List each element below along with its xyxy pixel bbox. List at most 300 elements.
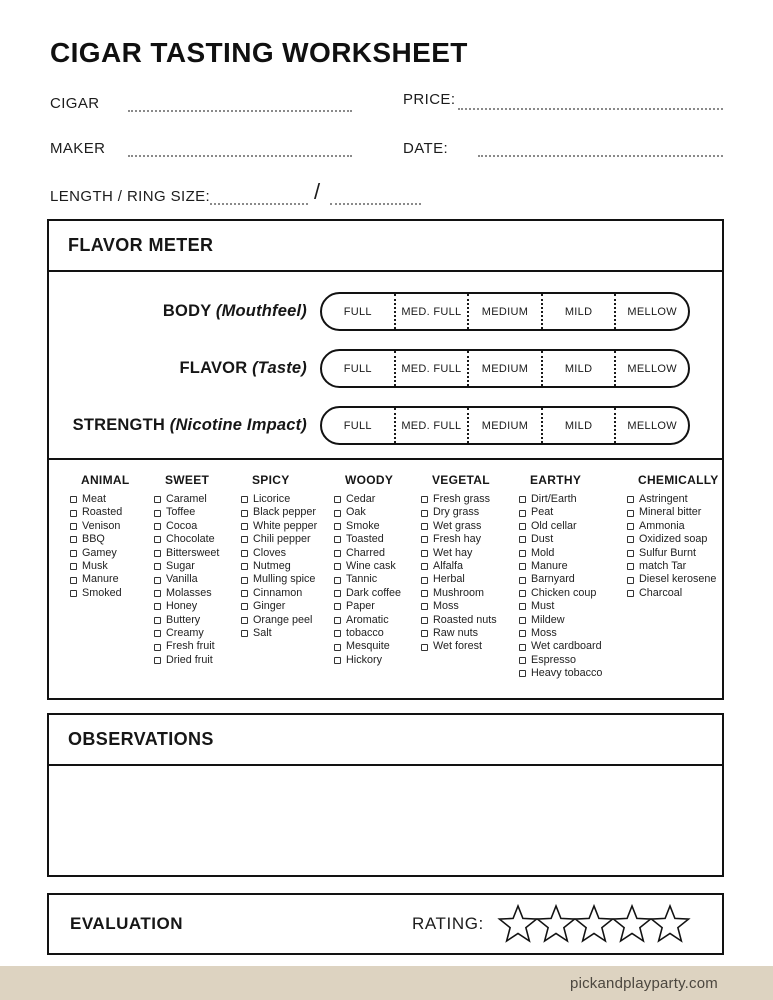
flavor-meter-section [47, 219, 724, 700]
evaluation-heading: EVALUATION [70, 914, 183, 933]
flavor-column-spicy [241, 473, 334, 681]
flavor-item-label: Oak [346, 506, 366, 519]
flavor-item-label: Venison [82, 519, 121, 532]
checkbox[interactable] [421, 603, 428, 610]
checkbox[interactable] [334, 496, 341, 503]
flavor-item-label: Mineral bitter [639, 506, 702, 519]
meter-row-label: FLAVOR (Taste) [179, 359, 307, 377]
checkbox[interactable] [241, 563, 248, 570]
flavor-item-label: Moss [433, 600, 459, 613]
checkbox[interactable] [421, 536, 428, 543]
flavor-check-item [70, 533, 154, 546]
checkbox[interactable] [627, 563, 634, 570]
flavor-check-item [154, 640, 241, 653]
rating-stars [497, 903, 687, 945]
checkbox[interactable] [421, 510, 428, 517]
flavor-item-label: Charred [346, 546, 386, 559]
checkbox[interactable] [421, 577, 428, 584]
flavor-item-label: Molasses [166, 586, 212, 599]
star-outline-icon[interactable] [497, 903, 539, 945]
flavor-item-label: Mold [531, 546, 555, 559]
scale-option-medium[interactable]: MEDIUM [467, 351, 541, 386]
flavor-item-label: Roasted nuts [433, 613, 497, 626]
checkbox[interactable] [70, 590, 77, 597]
flavor-categories [49, 460, 722, 681]
flavor-item-label: Oxidized soap [639, 533, 708, 546]
flavor-check-item [421, 493, 519, 506]
checkbox[interactable] [519, 603, 526, 610]
flavor-check-item [334, 573, 421, 586]
flavor-check-item [334, 560, 421, 573]
checkbox[interactable] [154, 657, 161, 664]
checkbox[interactable] [154, 603, 161, 610]
flavor-check-item [519, 493, 627, 506]
flavor-check-item [154, 520, 241, 533]
checkbox[interactable] [519, 510, 526, 517]
flavor-column-title: EARTHY [530, 473, 582, 487]
flavor-column-title: VEGETAL [432, 473, 490, 487]
checkbox[interactable] [241, 630, 248, 637]
flavor-check-item [154, 506, 241, 519]
scale-option-med-full[interactable]: MED. FULL [394, 294, 468, 329]
flavor-item-label: Fresh grass [433, 493, 490, 505]
checkbox[interactable] [519, 536, 526, 543]
flavor-check-item [421, 640, 519, 653]
checkbox[interactable] [70, 550, 77, 557]
checkbox[interactable] [519, 630, 526, 637]
flavor-column-sweet [154, 473, 241, 681]
checkbox[interactable] [241, 550, 248, 557]
flavor-item-label: Toasted [346, 533, 384, 546]
flavor-item-label: Buttery [166, 613, 201, 626]
flavor-item-label: Old cellar [531, 519, 577, 532]
flavor-item-label: Wet forest [433, 640, 483, 653]
star-outline-icon[interactable] [611, 903, 653, 945]
checkbox[interactable] [627, 510, 634, 517]
rating-label: RATING: [412, 914, 484, 933]
checkbox[interactable] [627, 536, 634, 543]
flavor-item-label: Wet cardboard [531, 640, 602, 653]
scale-option-mellow[interactable]: MELLOW [614, 294, 688, 329]
flavor-item-label: Charcoal [639, 586, 683, 599]
meter-row-flavor [49, 340, 722, 397]
flavor-item-label: Ginger [253, 600, 286, 613]
flavor-column-title: ANIMAL [81, 473, 130, 487]
scale-option-full[interactable]: FULL [343, 362, 372, 375]
checkbox[interactable] [70, 523, 77, 530]
flavor-meter-heading: FLAVOR METER [49, 221, 722, 272]
flavor-check-item [154, 560, 241, 573]
flavor-check-item [421, 573, 519, 586]
checkbox[interactable] [519, 550, 526, 557]
flavor-item-label: match Tar [639, 560, 687, 573]
flavor-check-item [627, 520, 719, 533]
flavor-item-label: BBQ [82, 533, 105, 546]
checkbox[interactable] [421, 630, 428, 637]
flavor-item-label: Chili pepper [253, 533, 311, 546]
checkbox[interactable] [241, 510, 248, 517]
checkbox[interactable] [627, 577, 634, 584]
checkbox[interactable] [154, 630, 161, 637]
flavor-item-label: Sugar [166, 560, 195, 573]
flavor-check-item [241, 493, 334, 506]
flavor-item-label: Ammonia [639, 519, 685, 532]
length-ring-label: LENGTH / RING SIZE: [50, 188, 211, 205]
flavor-check-item [334, 520, 421, 533]
flavor-check-item [334, 547, 421, 560]
flavor-item-label: Wet grass [433, 519, 482, 532]
price-input-line[interactable] [458, 92, 723, 110]
flavor-item-label: White pepper [253, 519, 318, 532]
meter-row-strength [49, 397, 722, 454]
flavor-check-item [334, 587, 421, 600]
cigar-label: CIGAR [50, 95, 100, 112]
meter-scale-pill [320, 292, 690, 331]
checkbox[interactable] [519, 577, 526, 584]
flavor-item-label: Vanilla [166, 573, 198, 586]
checkbox[interactable] [70, 510, 77, 517]
flavor-check-item [519, 600, 627, 613]
flavor-item-label: Chocolate [166, 533, 215, 546]
checkbox[interactable] [334, 603, 341, 610]
flavor-check-item [334, 506, 421, 519]
checkbox[interactable] [519, 590, 526, 597]
flavor-check-item [241, 627, 334, 640]
scale-option-mellow[interactable]: MELLOW [614, 408, 688, 443]
flavor-check-item [154, 654, 241, 667]
checkbox[interactable] [334, 550, 341, 557]
evaluation-section [47, 893, 724, 955]
checkbox[interactable] [334, 630, 341, 637]
flavor-column-vegetal [421, 473, 519, 681]
checkbox[interactable] [334, 563, 341, 570]
flavor-check-item [70, 560, 154, 573]
flavor-item-label: Alfalfa [433, 560, 464, 573]
flavor-item-label: Dust [531, 533, 554, 546]
flavor-item-label: Creamy [166, 627, 204, 640]
flavor-item-label: Tannic [346, 573, 378, 586]
length-ring-separator: / [314, 179, 321, 204]
flavor-item-label: Meat [82, 493, 107, 505]
flavor-item-label: Aromatic [346, 613, 389, 626]
checkbox[interactable] [241, 577, 248, 584]
flavor-check-item [421, 533, 519, 546]
checkbox[interactable] [154, 617, 161, 624]
flavor-column-earthy [519, 473, 627, 681]
flavor-item-label: Dried fruit [166, 653, 213, 666]
checkbox[interactable] [334, 536, 341, 543]
star-outline-icon[interactable] [535, 903, 577, 945]
price-label: PRICE: [403, 91, 456, 108]
checkbox[interactable] [154, 496, 161, 503]
flavor-item-label: Nutmeg [253, 560, 291, 573]
flavor-check-item [154, 533, 241, 546]
checkbox[interactable] [154, 550, 161, 557]
flavor-column-woody [334, 473, 421, 681]
flavor-check-item [421, 600, 519, 613]
checkbox[interactable] [70, 536, 77, 543]
flavor-check-item [70, 573, 154, 586]
flavor-check-item [627, 533, 719, 546]
checkbox[interactable] [70, 563, 77, 570]
flavor-item-label: Diesel kerosene [639, 573, 717, 586]
flavor-check-item [421, 520, 519, 533]
checkbox[interactable] [334, 617, 341, 624]
checkbox[interactable] [154, 644, 161, 651]
flavor-item-label: Mushroom [433, 586, 485, 599]
checkbox[interactable] [334, 657, 341, 664]
flavor-check-item [241, 560, 334, 573]
flavor-check-item [241, 520, 334, 533]
flavor-check-item [627, 506, 719, 519]
scale-option-full[interactable]: FULL [343, 419, 372, 432]
flavor-column-animal [70, 473, 154, 681]
flavor-check-item [519, 547, 627, 560]
checkbox[interactable] [627, 496, 634, 503]
checkbox[interactable] [241, 536, 248, 543]
flavor-item-label: Hickory [346, 653, 382, 666]
scale-option-med-full[interactable]: MED. FULL [394, 351, 468, 386]
star-outline-icon[interactable] [573, 903, 615, 945]
checkbox[interactable] [519, 670, 526, 677]
scale-option-mild[interactable]: MILD [541, 408, 615, 443]
flavor-check-item [627, 560, 719, 573]
flavor-check-item [519, 587, 627, 600]
flavor-check-item [154, 627, 241, 640]
flavor-check-item [519, 667, 627, 680]
checkbox[interactable] [421, 617, 428, 624]
scale-option-med-full[interactable]: MED. FULL [394, 408, 468, 443]
meter-row-label: BODY (Mouthfeel) [162, 302, 307, 320]
checkbox[interactable] [627, 550, 634, 557]
checkbox[interactable] [334, 523, 341, 530]
flavor-item-label: Mulling spice [253, 573, 316, 586]
flavor-item-label: Raw nuts [433, 627, 479, 640]
flavor-check-item [154, 587, 241, 600]
checkbox[interactable] [241, 603, 248, 610]
checkbox[interactable] [241, 523, 248, 530]
flavor-item-label: Manure [531, 560, 568, 573]
flavor-check-item [421, 547, 519, 560]
flavor-item-label: Peat [531, 506, 554, 519]
checkbox[interactable] [334, 510, 341, 517]
flavor-check-item [70, 547, 154, 560]
meter-rows [49, 272, 722, 460]
flavor-check-item [154, 600, 241, 613]
flavor-item-label: Moss [531, 627, 557, 640]
maker-label: MAKER [50, 140, 106, 157]
checkbox[interactable] [519, 657, 526, 664]
flavor-check-item [241, 547, 334, 560]
checkbox[interactable] [421, 550, 428, 557]
meter-row-label: STRENGTH (Nicotine Impact) [72, 416, 307, 434]
footer-site-text: pickandplayparty.com [570, 974, 718, 992]
flavor-check-item [334, 493, 421, 506]
flavor-check-item [519, 640, 627, 653]
flavor-item-label: Herbal [433, 573, 465, 586]
checkbox[interactable] [519, 496, 526, 503]
flavor-check-item [519, 560, 627, 573]
flavor-check-item [70, 520, 154, 533]
cigar-input-line[interactable] [128, 94, 352, 112]
flavor-item-label: Licorice [253, 493, 291, 505]
flavor-item-label: Black pepper [253, 506, 317, 519]
flavor-item-label: Must [531, 600, 555, 613]
checkbox[interactable] [627, 590, 634, 597]
checkbox[interactable] [334, 577, 341, 584]
flavor-check-item [241, 506, 334, 519]
checkbox[interactable] [421, 496, 428, 503]
flavor-check-item [241, 533, 334, 546]
flavor-check-item [241, 573, 334, 586]
checkbox[interactable] [70, 496, 77, 503]
checkbox[interactable] [519, 617, 526, 624]
star-outline-icon[interactable] [649, 903, 691, 945]
maker-input-line[interactable] [128, 139, 352, 157]
checkbox[interactable] [241, 590, 248, 597]
flavor-item-label: Bittersweet [166, 546, 220, 559]
flavor-check-item [334, 640, 421, 653]
checkbox[interactable] [154, 590, 161, 597]
flavor-check-item [519, 614, 627, 627]
checkbox[interactable] [154, 536, 161, 543]
flavor-item-label: Heavy tobacco [531, 667, 603, 680]
checkbox[interactable] [519, 563, 526, 570]
observations-section [47, 713, 724, 877]
length-input-line[interactable] [210, 187, 308, 205]
checkbox[interactable] [421, 523, 428, 530]
flavor-item-label: Gamey [82, 546, 117, 559]
flavor-check-item [154, 573, 241, 586]
flavor-check-item [334, 654, 421, 667]
flavor-check-item [334, 627, 421, 640]
checkbox[interactable] [154, 523, 161, 530]
meter-scale-pill [320, 406, 690, 445]
flavor-item-label: Cocoa [166, 519, 198, 532]
scale-option-mild[interactable]: MILD [541, 351, 615, 386]
flavor-check-item [334, 614, 421, 627]
flavor-item-label: Fresh hay [433, 533, 482, 546]
flavor-check-item [241, 587, 334, 600]
flavor-column-title: CHEMICALLY [638, 473, 719, 487]
flavor-check-item [421, 627, 519, 640]
flavor-check-item [241, 614, 334, 627]
checkbox[interactable] [519, 523, 526, 530]
flavor-item-label: Cloves [253, 546, 287, 559]
checkbox[interactable] [421, 644, 428, 651]
flavor-item-label: Cinnamon [253, 586, 303, 599]
flavor-check-item [154, 547, 241, 560]
checkbox[interactable] [154, 577, 161, 584]
flavor-item-label: Honey [166, 600, 198, 613]
flavor-check-item [627, 547, 719, 560]
flavor-check-item [421, 614, 519, 627]
checkbox[interactable] [421, 563, 428, 570]
flavor-check-item [519, 520, 627, 533]
checkbox[interactable] [334, 644, 341, 651]
flavor-item-label: Dirt/Earth [531, 493, 577, 505]
flavor-check-item [334, 533, 421, 546]
flavor-check-item [154, 614, 241, 627]
meter-row-body [49, 283, 722, 340]
flavor-check-item [519, 506, 627, 519]
checkbox[interactable] [154, 510, 161, 517]
flavor-check-item [334, 600, 421, 613]
flavor-item-label: Salt [253, 627, 272, 640]
flavor-item-label: Wine cask [346, 560, 396, 573]
flavor-item-label: Musk [82, 560, 108, 573]
flavor-check-item [70, 587, 154, 600]
checkbox[interactable] [421, 590, 428, 597]
flavor-check-item [627, 493, 719, 506]
date-input-line[interactable] [478, 139, 723, 157]
flavor-item-label: Paper [346, 600, 375, 613]
flavor-item-label: Orange peel [253, 613, 313, 626]
date-label: DATE: [403, 140, 449, 157]
scale-option-medium[interactable]: MEDIUM [467, 408, 541, 443]
flavor-item-label: Dry grass [433, 506, 480, 519]
flavor-item-label: Espresso [531, 653, 577, 666]
scale-option-full[interactable]: FULL [343, 305, 372, 318]
scale-option-mild[interactable]: MILD [541, 294, 615, 329]
flavor-item-label: Smoked [82, 586, 122, 599]
checkbox[interactable] [70, 577, 77, 584]
flavor-check-item [519, 533, 627, 546]
flavor-check-item [519, 654, 627, 667]
flavor-check-item [627, 573, 719, 586]
observations-writing-area[interactable] [49, 766, 722, 875]
footer-bar [0, 966, 773, 1000]
checkbox[interactable] [519, 644, 526, 651]
flavor-check-item [70, 493, 154, 506]
flavor-item-label: Caramel [166, 493, 207, 505]
flavor-item-label: Barnyard [531, 573, 575, 586]
flavor-item-label: Wet hay [433, 546, 473, 559]
checkbox[interactable] [241, 496, 248, 503]
flavor-item-label: Dark coffee [346, 586, 402, 599]
flavor-column-chemically [627, 473, 719, 681]
checkbox[interactable] [627, 523, 634, 530]
flavor-check-item [519, 627, 627, 640]
flavor-column-title: SPICY [252, 473, 290, 487]
flavor-check-item [241, 600, 334, 613]
flavor-item-label: Chicken coup [531, 586, 597, 599]
checkbox[interactable] [241, 617, 248, 624]
flavor-item-label: Cedar [346, 493, 376, 505]
scale-option-mellow[interactable]: MELLOW [614, 351, 688, 386]
flavor-check-item [627, 587, 719, 600]
flavor-column-title: WOODY [345, 473, 394, 487]
checkbox[interactable] [154, 563, 161, 570]
flavor-item-label: Smoke [346, 519, 380, 532]
flavor-item-label: Roasted [82, 506, 123, 519]
flavor-item-label: Toffee [166, 506, 196, 519]
flavor-check-item [421, 587, 519, 600]
flavor-item-label: Mesquite [346, 640, 390, 653]
observations-heading: OBSERVATIONS [49, 715, 722, 766]
flavor-item-label: Astringent [639, 493, 688, 505]
flavor-column-title: SWEET [165, 473, 210, 487]
flavor-item-label: Mildew [531, 613, 565, 626]
flavor-check-item [70, 506, 154, 519]
scale-option-medium[interactable]: MEDIUM [467, 294, 541, 329]
flavor-item-label: Manure [82, 573, 119, 586]
checkbox[interactable] [334, 590, 341, 597]
flavor-item-label: Sulfur Burnt [639, 546, 697, 559]
flavor-item-label: tobacco [346, 627, 384, 640]
ring-input-line[interactable] [330, 187, 421, 205]
flavor-check-item [154, 493, 241, 506]
